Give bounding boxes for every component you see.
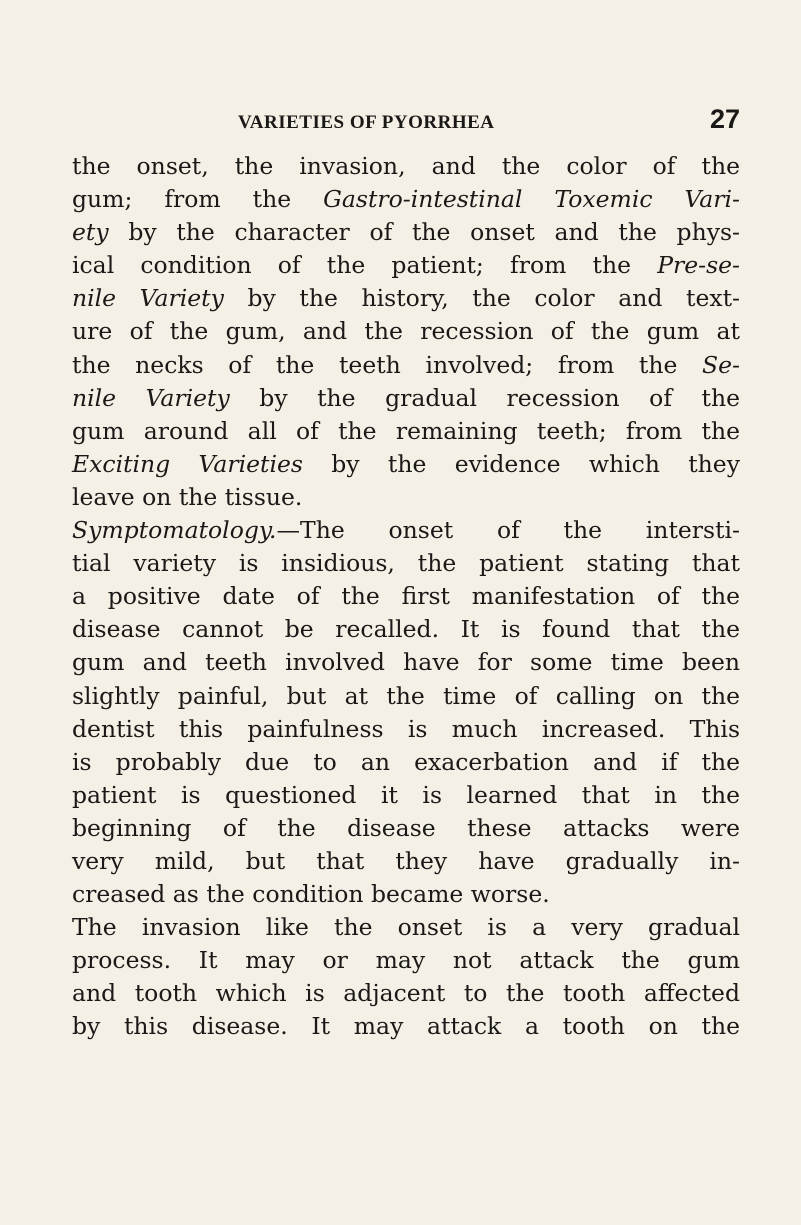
text-line (72, 282, 740, 315)
text-line (72, 878, 740, 911)
italic-text: ety (72, 218, 109, 247)
text-line (72, 944, 740, 977)
text-line (72, 911, 740, 944)
text-run: leave on the tissue. (72, 482, 303, 511)
text-run: by the evidence which they (302, 449, 740, 478)
text-run: beginning of the disease these attacks were (72, 813, 740, 842)
page-number: 27 (709, 104, 740, 134)
text-run: ical condition of the patient; from the (72, 251, 658, 280)
text-run: gum; from the (72, 185, 324, 214)
text-line (72, 514, 740, 547)
text-line (72, 315, 740, 348)
text-line (72, 183, 740, 216)
text-run: the onset, the invasion, and the color of the (72, 152, 740, 180)
text-line (72, 349, 740, 382)
italic-text: Gastro-intestinal Toxemic Vari- (323, 185, 740, 214)
text-line (72, 415, 740, 448)
text-run: gum around all of the remaining teeth; from the (72, 416, 740, 445)
text-run: creased as the condition became worse. (72, 880, 550, 909)
text-run: slightly painful, but at the time of calling on the (72, 681, 740, 710)
text-line (72, 977, 740, 1010)
text-run: by the gradual recession of the (229, 383, 741, 412)
running-head (70, 104, 740, 142)
italic-text: Exciting Varieties (72, 449, 303, 478)
italic-text: Se- (702, 350, 740, 379)
text-line (72, 580, 740, 613)
text-line (72, 448, 740, 481)
text-line (72, 845, 740, 878)
text-run: ure of the gum, and the recession of the gum at (72, 317, 740, 346)
text-run: the necks of the teeth involved; from the (72, 350, 703, 379)
text-line (72, 150, 740, 183)
text-run: by the history, the color and text- (223, 284, 740, 313)
text-line (72, 1010, 740, 1043)
text-line (72, 812, 740, 845)
text-run: The invasion like the onset is a very gradual (72, 913, 740, 942)
text-line (72, 382, 740, 415)
italic-text: nile Variety (72, 284, 224, 313)
text-run: patient is questioned it is learned that in the (72, 780, 740, 809)
text-run: disease cannot be recalled. It is found that the (72, 615, 740, 644)
text-run: by the character of the onset and the phys- (108, 218, 740, 247)
text-run: process. It may or may not attack the gum (72, 946, 740, 975)
text-line (72, 779, 740, 812)
text-run: gum and teeth involved have for some time been (72, 648, 740, 677)
text-line (72, 249, 740, 282)
text-line (72, 646, 740, 679)
text-run: by this disease. It may attack a tooth on the (72, 1012, 740, 1041)
text-line (72, 613, 740, 646)
text-run: and tooth which is adjacent to the tooth affected (72, 979, 740, 1008)
text-run: dentist this painfulness is much increased. This (72, 714, 740, 743)
text-line (72, 216, 740, 249)
body-text (72, 150, 740, 1044)
text-run: very mild, but that they have gradually in- (72, 846, 740, 875)
text-line (72, 746, 740, 779)
text-line (72, 680, 740, 713)
text-line (72, 481, 740, 514)
running-title: VARIETIES OF PYORRHEA (238, 112, 495, 133)
text-run: tial variety is insidious, the patient stating that (72, 549, 740, 578)
italic-text: nile Variety (72, 383, 230, 412)
text-run: —The onset of the intersti- (276, 516, 740, 545)
text-run: is probably due to an exacerbation and if the (72, 747, 740, 776)
text-run: a positive date of the first manifestation of the (72, 582, 740, 611)
italic-text: Pre-se- (657, 251, 740, 280)
italic-text: Symptomatology. (72, 516, 277, 545)
text-line (72, 547, 740, 580)
text-line (72, 713, 740, 746)
